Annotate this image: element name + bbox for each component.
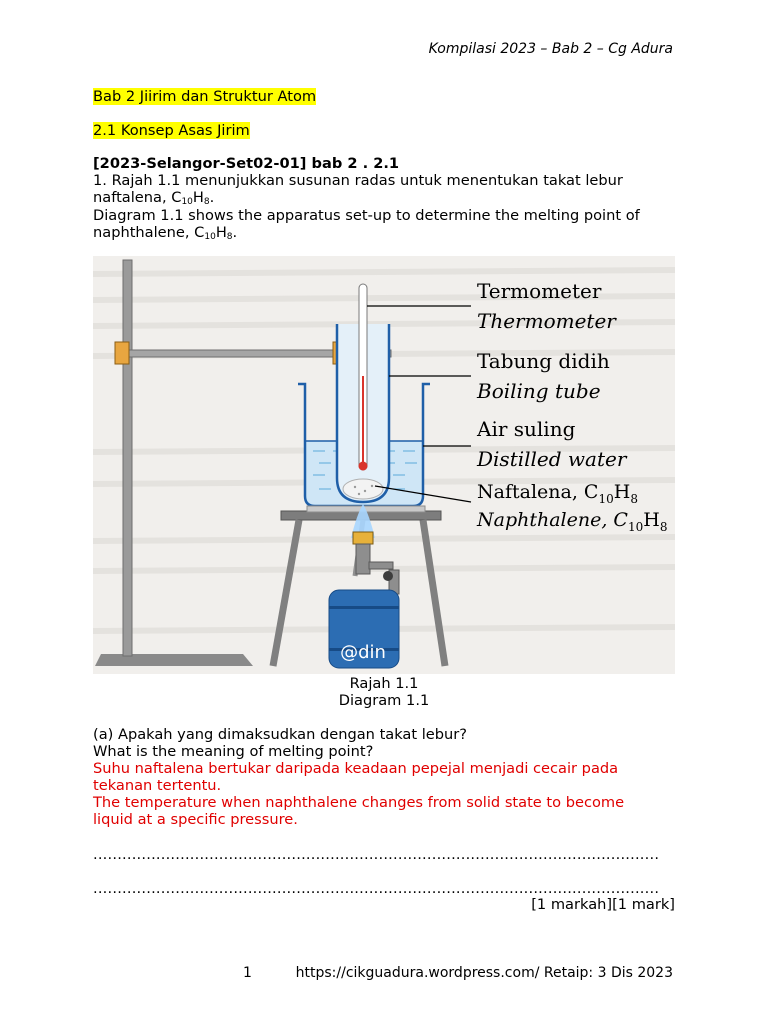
apparatus-diagram: [93, 256, 675, 674]
marks-allocation: [1 markah][1 mark]: [531, 896, 675, 913]
label-tube-ms: Tabung didih: [477, 349, 610, 373]
chapter-title: Bab 2 Jiirim dan Struktur Atom: [93, 88, 317, 105]
question-intro-ms-line2: naftalena, $C_{10}H_8$.: [93, 189, 215, 207]
watermark: @din: [340, 642, 386, 663]
page-number: 1: [243, 965, 252, 981]
question-intro-en-line2: naphthalene, $C_{10}H_8$.: [93, 224, 238, 242]
label-thermometer-ms: Termometer: [477, 279, 602, 303]
answer-line-2: .....................................................................................................................: [93, 880, 660, 897]
section-title: 2.1 Konsep Asas Jirim: [93, 122, 250, 139]
question-intro-ms-line1: 1. Rajah 1.1 menunjukkan susunan radas untuk menentukan takat lebur: [93, 172, 623, 189]
label-water-en: Distilled water: [477, 447, 627, 471]
running-header: Kompilasi 2023 – Bab 2 – Cg Adura: [428, 41, 673, 57]
part-a-answer-ms-line2: tekanan tertentu.: [93, 777, 222, 794]
label-thermometer-en: Thermometer: [477, 309, 616, 333]
label-naphthalene-ms: Naftalena, $C_{10}H_8$: [477, 481, 638, 506]
label-tube-en: Boiling tube: [477, 379, 601, 403]
diagram-caption-ms: Rajah 1.1: [349, 675, 419, 692]
question-intro-en-line1: Diagram 1.1 shows the apparatus set-up to determine the melting point of: [93, 207, 640, 224]
answer-line-1: .....................................................................................................................: [93, 846, 660, 863]
part-a-question-ms: (a) Apakah yang dimaksudkan dengan takat lebur?: [93, 726, 468, 743]
part-a-question-en: What is the meaning of melting point?: [93, 743, 374, 760]
part-a-answer-en-line2: liquid at a specific pressure.: [93, 811, 298, 828]
label-naphthalene-en: Naphthalene, $C_{10}H_8$: [477, 509, 668, 534]
part-a-answer-en-line1: The temperature when naphthalene changes from solid state to become: [93, 794, 625, 811]
footer-url-date: https://cikguadura.wordpress.com/ Retaip: 3 Dis 2023: [295, 965, 673, 981]
question-source: [2023-Selangor-Set02-01] bab 2 . 2.1: [93, 155, 400, 172]
thermometer: [359, 284, 368, 471]
part-a-answer-ms-line1: Suhu naftalena bertukar daripada keadaan pepejal menjadi cecair pada: [93, 760, 619, 777]
diagram-caption-en: Diagram 1.1: [338, 692, 430, 709]
label-water-ms: Air suling: [477, 417, 576, 441]
naphthalene-solid: [343, 479, 383, 499]
